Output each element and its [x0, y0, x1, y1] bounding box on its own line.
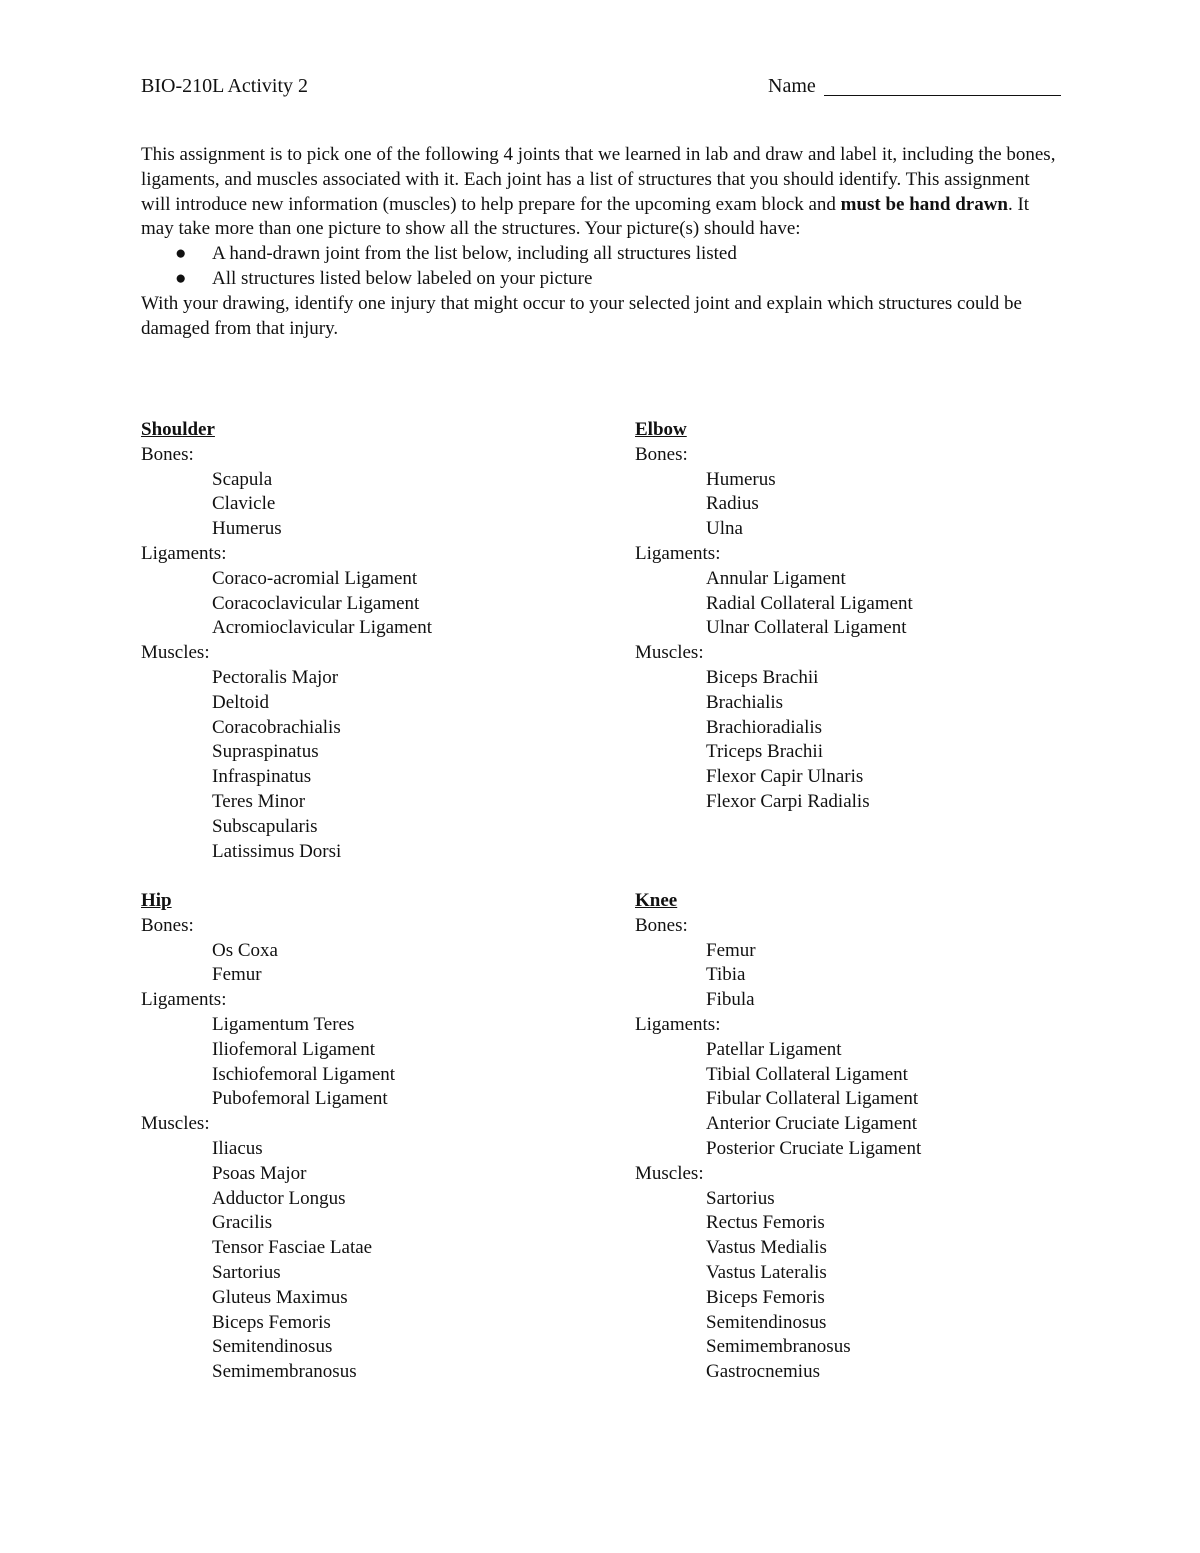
- list-item: Scapula: [212, 468, 273, 490]
- list-item: Sartorius: [706, 1187, 775, 1209]
- list-item: Ischiofemoral Ligament: [212, 1063, 396, 1085]
- joint-title: Knee: [635, 890, 678, 911]
- list-item: Vastus Lateralis: [706, 1261, 827, 1283]
- name-label: Name: [768, 75, 816, 97]
- list-item: Teres Minor: [212, 790, 306, 812]
- list-item: Radius: [706, 493, 759, 515]
- injury-paragraph: With your drawing, identify one injury that might occur to your selected joint and explain which structures could be damaged from that injury.: [141, 292, 1022, 339]
- muscles-label: Muscles:: [141, 642, 210, 664]
- list-item: Tibial Collateral Ligament: [706, 1063, 908, 1085]
- requirement-text: All structures listed below labeled on your picture: [212, 267, 593, 289]
- ligaments-label: Ligaments:: [635, 542, 721, 564]
- list-item: Coracoclavicular Ligament: [212, 592, 420, 614]
- requirement-text: A hand-drawn joint from the list below, including all structures listed: [212, 243, 737, 265]
- list-item: Infraspinatus: [212, 766, 312, 788]
- list-item: Femur: [706, 939, 756, 961]
- course-title: BIO-210L Activity 2: [141, 75, 309, 97]
- list-item: Flexor Carpi Radialis: [706, 790, 870, 812]
- joint-knee: [635, 889, 1095, 1385]
- list-item: Humerus: [706, 468, 776, 490]
- list-item: Biceps Femoris: [212, 1311, 331, 1333]
- list-item: Vastus Medialis: [706, 1237, 827, 1259]
- list-item: Tensor Fasciae Latae: [212, 1237, 373, 1259]
- list-item: [141, 267, 1061, 292]
- list-item: Patellar Ligament: [706, 1038, 842, 1060]
- joint-hip: [141, 889, 601, 1385]
- list-item: Ulnar Collateral Ligament: [706, 617, 907, 639]
- list-item: [141, 242, 1061, 267]
- list-item: Adductor Longus: [212, 1187, 346, 1209]
- list-item: Brachialis: [706, 691, 784, 713]
- bones-label: Bones:: [141, 914, 194, 936]
- list-item: Flexor Capir Ulnaris: [706, 766, 864, 788]
- list-item: Rectus Femoris: [706, 1212, 825, 1234]
- list-item: Latissimus Dorsi: [212, 840, 342, 862]
- list-item: Coracobrachialis: [212, 716, 341, 738]
- list-item: Gluteus Maximus: [212, 1286, 348, 1308]
- ligaments-label: Ligaments:: [141, 989, 227, 1011]
- list-item: Semimembranosus: [706, 1336, 851, 1358]
- list-item: Psoas Major: [212, 1162, 307, 1184]
- list-item: Fibular Collateral Ligament: [706, 1088, 919, 1110]
- list-item: Pubofemoral Ligament: [212, 1088, 388, 1110]
- list-item: Fibula: [706, 989, 755, 1011]
- list-item: Ulna: [706, 518, 743, 540]
- list-item: Biceps Femoris: [706, 1286, 825, 1308]
- joint-title: Shoulder: [141, 419, 215, 440]
- list-item: Tibia: [706, 964, 746, 986]
- ligaments-label: Ligaments:: [635, 1013, 721, 1035]
- bones-label: Bones:: [635, 443, 688, 465]
- header: [141, 74, 1061, 100]
- list-item: Biceps Brachii: [706, 666, 819, 688]
- list-item: Gracilis: [212, 1212, 273, 1234]
- list-item: Acromioclavicular Ligament: [212, 617, 432, 639]
- name-blank-line: [824, 95, 1061, 96]
- list-item: Semitendinosus: [706, 1311, 827, 1333]
- list-item: Semitendinosus: [212, 1336, 333, 1358]
- ligaments-label: Ligaments:: [141, 542, 227, 564]
- instructions-text-end: . It may take more than one picture to show all the structures. Your picture(s) should have:: [141, 193, 1030, 240]
- list-item: Iliacus: [212, 1137, 263, 1159]
- list-item: Coraco-acromial Ligament: [212, 567, 418, 589]
- muscles-label: Muscles:: [635, 642, 704, 664]
- list-item: Iliofemoral Ligament: [212, 1038, 376, 1060]
- instructions: [141, 143, 1061, 341]
- list-item: Anterior Cruciate Ligament: [706, 1113, 918, 1135]
- instructions-text: This assignment is to pick one of the following 4 joints that we learned in lab and draw and label it, including the bones, ligaments, and muscles associated with it. Each joint has a list of structures that you should identify. This assignment will introduce new information (muscles) to help prepare for the upcoming exam block and: [141, 144, 1056, 215]
- list-item: Brachioradialis: [706, 716, 823, 738]
- list-item: Radial Collateral Ligament: [706, 592, 913, 614]
- joint-title: Elbow: [635, 419, 687, 440]
- bullet-icon: ●: [175, 243, 187, 265]
- list-item: Os Coxa: [212, 939, 278, 961]
- bullet-icon: ●: [175, 267, 187, 289]
- instructions-emphasis: must be hand drawn: [840, 193, 1008, 215]
- list-item: Humerus: [212, 518, 282, 540]
- list-item: Triceps Brachii: [706, 741, 823, 763]
- list-item: Supraspinatus: [212, 741, 319, 763]
- muscles-label: Muscles:: [141, 1113, 210, 1135]
- list-item: Semimembranosus: [212, 1361, 357, 1383]
- list-item: Femur: [212, 964, 262, 986]
- joint-title: Hip: [141, 890, 172, 911]
- bones-label: Bones:: [141, 443, 194, 465]
- joint-shoulder: [141, 418, 601, 864]
- list-item: Deltoid: [212, 691, 269, 713]
- bones-label: Bones:: [635, 914, 688, 936]
- muscles-label: Muscles:: [635, 1162, 704, 1184]
- list-item: Subscapularis: [212, 815, 318, 837]
- list-item: Gastrocnemius: [706, 1361, 820, 1383]
- list-item: Annular Ligament: [706, 567, 846, 589]
- list-item: Sartorius: [212, 1261, 281, 1283]
- list-item: Posterior Cruciate Ligament: [706, 1137, 922, 1159]
- instructions-paragraph: [141, 143, 1061, 242]
- list-item: Clavicle: [212, 493, 276, 515]
- requirements-list: [141, 242, 1061, 292]
- joint-elbow: [635, 418, 1095, 815]
- list-item: Ligamentum Teres: [212, 1013, 355, 1035]
- list-item: Pectoralis Major: [212, 666, 339, 688]
